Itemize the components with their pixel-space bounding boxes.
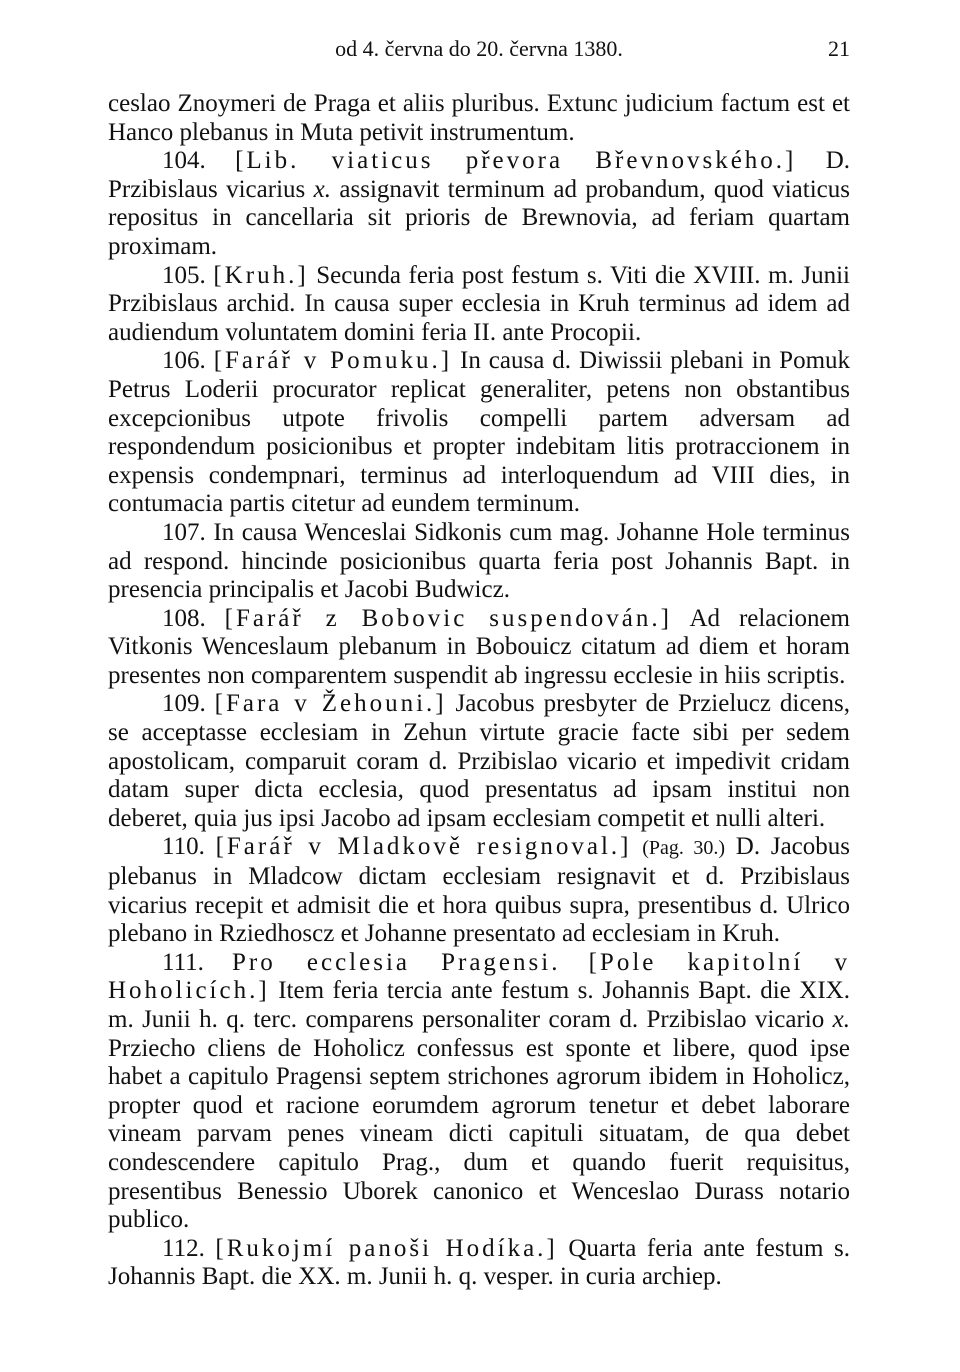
entry-paragraph [108,519,850,605]
text-run: Ad relacionem Vitkonis Wenceslaum plebanum in Bobouicz citatum ad diem et horam presentes non comparentem suspendit ab ingressu ecclesie in hiis scriptis. [108,604,850,689]
text-run: Pro ecclesia Pragensi. [232,948,561,976]
text-run: In causa d. Diwissii plebani in Pomuk Petrus Loderii procurator replicat generaliter, petens non obstantibus excepcionibus utpote frivolis compelli partem adversam ad respondendum posicionibus et propter indebitam litis protraccionem in expensis condempnari, terminus ad interloquendum ad VIII dies, in contumacia partis citetur ad eundem terminum. [108,347,851,518]
text-run: 111. [162,948,233,976]
body-text [108,90,850,1292]
page-header [108,36,850,66]
text-run: [Fara v Žehouni.] [214,690,447,718]
text-run: [Pole kapitolní v Hoholicích.] [108,948,850,1005]
text-run: Jacobus presbyter de Przielucz dicens, se acceptasse ecclesiam in Zehun virtute gracie facte sibi per sedem apostolicam, comparuit coram d. Przibislao vicario et impedivit cridam datam super dicta ecclesia, quod presentatus ad ipsam institui non deberet, quia jus ipsi Jacobo ad ipsam ecclesiam competit et nulli alteri. [108,690,851,832]
text-run: [Farář z Bobovic suspendován.] [224,604,672,632]
running-title: od 4. června do 20. června 1380. [335,36,623,61]
text-run: 109. [162,690,215,718]
entry-paragraph [108,949,850,1235]
text-run: ceslao Znoymeri de Praga et aliis pluribus. Extunc judicium factum est et Hanco plebanus in Muta petivit instrumentum. [108,90,850,146]
text-run: D. Przibislaus vicarius [108,147,851,203]
text-run: [Lib. viaticus převora Břevnovského.] [235,147,797,175]
text-run: [Rukojmí panoši Hodíka.] [215,1234,558,1262]
entry-paragraph [108,690,850,833]
text-run: 110. [162,833,216,861]
text-run: 108. [162,604,225,632]
text-run: 105. [162,261,214,289]
continuation-paragraph [108,90,850,147]
text-run: Item feria tercia ante festum s. Johannis Bapt. die XIX. m. Junii h. q. terc. comparens personaliter coram d. Przibislao vicario [108,977,850,1033]
text-run: 107. In causa Wenceslai Sidkonis cum mag. Johanne Hole terminus ad respond. hincinde posicionibus quarta feria post Johannis Bapt. in presencia principalis et Jacobi Budwicz. [108,518,850,604]
text-run: x. [832,1006,850,1033]
text-run: 104. [162,147,236,175]
text-run: (Pag. 30.) [642,837,726,860]
text-run: Quarta feria ante festum s. Johannis Bapt. die XX. m. Junii h. q. vesper. in curia archiep. [108,1234,850,1291]
text-run: assignavit terminum ad probandum, quod viaticus repositus in cancellaria sit prioris de Brewnovia, ad feriam quartam proximam. [108,175,850,260]
text-run: D. Jacobus plebanus in Mladcow dictam ecclesiam resignavit et d. Przibislaus vicarius recepit et admisit die et hora quibus supra, presentibus d. Ulrico plebano in Rziedhoscz et Johanne presentato ad ecclesiam in Kruh. [108,833,850,948]
text-run: Prziecho cliens de Hoholicz confessus est sponte et libere, quod ipse habet a capitulo Pragensi septem strichones agrorum ibidem in Hoholicz, propter quod et racione eorumdem agrorum tenetur et debet laborare vineam parvam penes vineam dicti capituli situatam, de qua debet condescendere capitulo Prag., dum et quando fuerit requisitus, presentibus Benessio Uborek canonico et Wenceslao Durass notario publico. [108,1034,850,1234]
text-run: 106. [162,347,214,375]
entry-paragraph [108,147,850,261]
text-run [631,833,642,860]
text-run: [Kruh.] [213,261,309,289]
page-number: 21 [828,36,850,61]
text-run: [Farář v Mladkově resignoval.] [215,833,632,861]
entry-paragraph [108,1235,850,1292]
entry-paragraph [108,833,850,948]
entry-paragraph [108,605,850,691]
text-run: Secunda feria post festum s. Viti die XVIII. m. Junii Przibislaus archid. In causa super ecclesia in Kruh terminus ad idem ad audiendum voluntatem domini feria II. ante Procopii. [108,261,850,346]
text-run: [Farář v Pomuku.] [213,347,453,375]
text-run [560,949,588,976]
text-run: x. [313,175,331,203]
text-run: 112. [162,1234,216,1262]
entry-paragraph [108,347,850,519]
entry-paragraph [108,262,850,348]
